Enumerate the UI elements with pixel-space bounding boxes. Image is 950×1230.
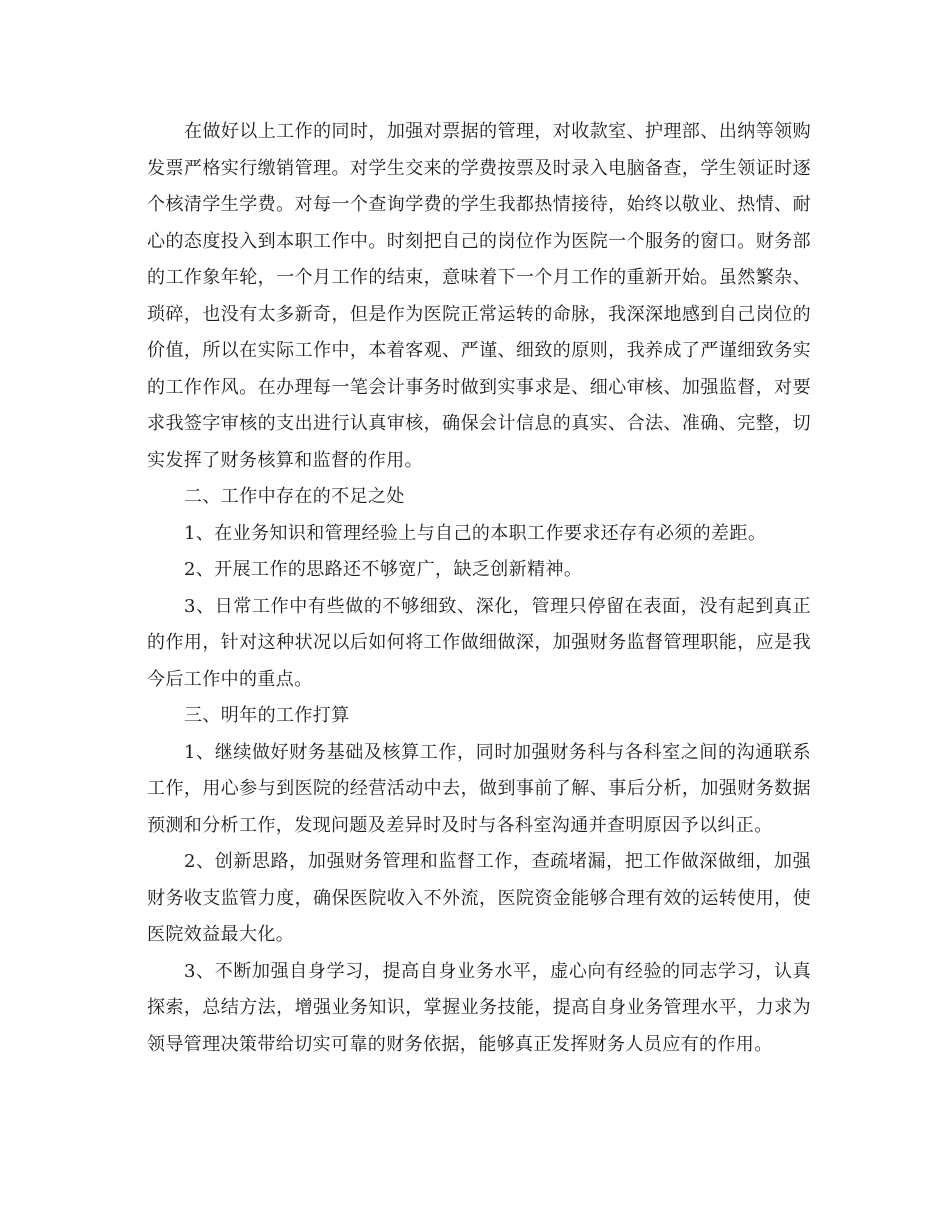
list-item-shortcoming-1: 1、在业务知识和管理经验上与自己的本职工作要求还存有必须的差距。 <box>184 522 767 544</box>
section-heading-shortcomings: 二、工作中存在的不足之处 <box>184 486 405 507</box>
paragraph-ticket-management: 在做好以上工作的同时，加强对票据的管理，对收款室、护理部、出纳等领购发票严格实行缴销管理。对学生交来的学费按票及时录入电脑备查，学生领证时逐个核清学生学费。对每一个查询学费的学生我都热情接待，始终以敬业、热情、耐心的态度投入到本职工作中。时刻把自己的岗位作为医院一个服务的窗口。财务部的工作象年轮，一个月工作的结束，意味着下一个月工作的重新开始。虽然繁杂、琐碎，也没有太多新奇，但是作为医院正常运转的命脉，我深深地感到自己岗位的价值，所以在实际工作中，本着客观、严谨、细致的原则，我养成了严谨细致务实的工作作风。在办理每一笔会计事务时做到实事求是、细心审核、加强监督，对要求我签字审核的支出进行认真审核，确保会计信息的真实、合法、准确、完整，切实发挥了财务核算和监督的作用。 <box>147 121 811 471</box>
list-item-plan-2: 2、创新思路，加强财务管理和监督工作，查疏堵漏，把工作做深做细，加强财务收支监管力度，确保医院收入不外流，医院资金能够合理有效的运转使用，使医院效益最大化。 <box>147 851 811 945</box>
list-item-plan-1: 1、继续做好财务基础及核算工作，同时加强财务科与各科室之间的沟通联系工作，用心参与到医院的经营活动中去，做到事前了解、事后分析，加强财务数据预测和分析工作，发现问题及差异时及时与各科室沟通并查明原因予以纠正。 <box>147 741 811 836</box>
section-heading-next-year-plan: 三、明年的工作打算 <box>184 705 350 726</box>
document-body <box>147 114 811 1063</box>
list-item-shortcoming-3: 3、日常工作中有些做的不够细致、深化，管理只停留在表面，没有起到真正的作用，针对这种状况以后如何将工作做细做深，加强财务监督管理职能，应是我今后工作中的重点。 <box>147 595 811 690</box>
list-item-shortcoming-2: 2、开展工作的思路还不够宽广，缺乏创新精神。 <box>184 559 583 580</box>
list-item-plan-3: 3、不断加强自身学习，提高自身业务水平，虚心向有经验的同志学习，认真探索，总结方法，增强业务知识，掌握业务技能，提高自身业务管理水平，力求为领导管理决策带给切实可靠的财务依据，能够真正发挥财务人员应有的作用。 <box>147 960 811 1055</box>
